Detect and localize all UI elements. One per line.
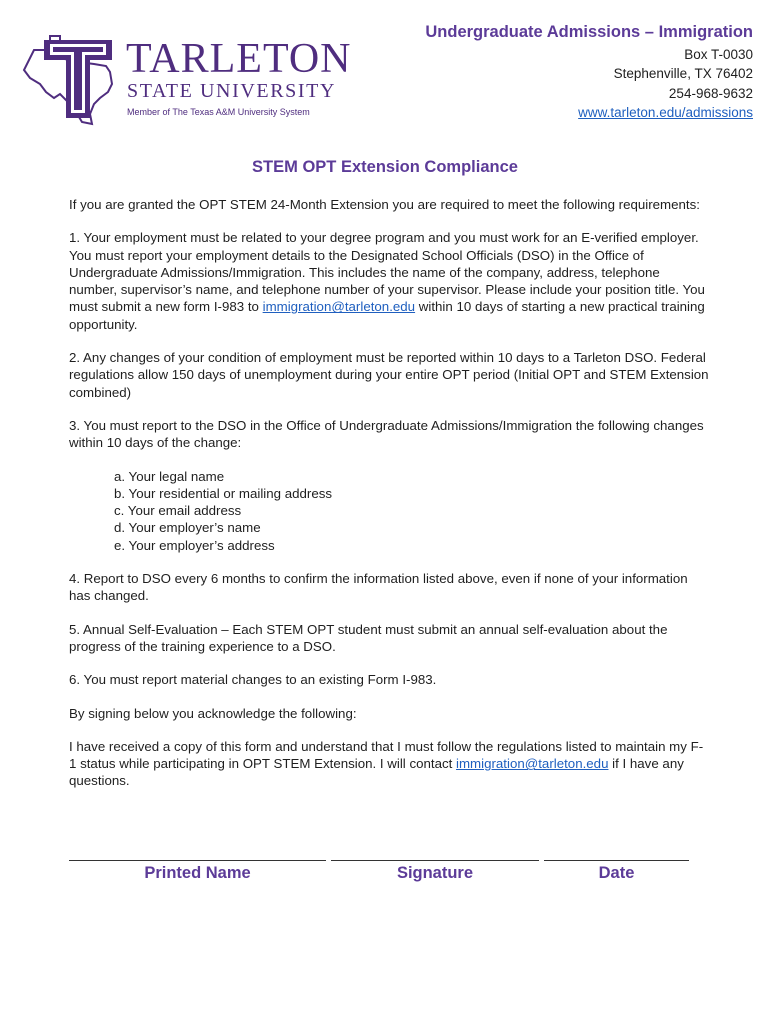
statement-text: I have received a copy of this form and understand that I must follow the regulations listed to maintain my F-1 status while participating in OPT STEM Extension. I will contact (69, 738, 704, 772)
phone-number: 254-968-9632 (668, 85, 753, 101)
list-item: e. Your employer’s address (114, 537, 275, 553)
list-item: d. Your employer’s name (114, 520, 261, 536)
requirement-1-text-end: within 10 days of starting a new practical training opportunity. (69, 299, 705, 332)
university-logo (20, 28, 352, 128)
logo-subtitle: STATE UNIVERSITY (127, 80, 336, 102)
change-list (114, 468, 709, 554)
logo-member-line: Member of The Texas A&M University System (127, 107, 310, 117)
address-box: Box T-0030 (684, 47, 753, 62)
document-title: STEM OPT Extension Compliance (252, 158, 518, 176)
acknowledgement-heading: By signing below you acknowledge the following: (69, 705, 357, 721)
contact-email-link[interactable]: immigration@tarleton.edu (456, 756, 609, 772)
printed-name-label: Printed Name (144, 864, 251, 882)
requirement-2: 2. Any changes of your condition of employment must be reported within 10 days to a Tarleton DSO. Federal regulations allow 150 days of unemployment during your entire OPT period (Initial OPT and STEM Extension combined) (69, 350, 709, 400)
logo-wordmark: TARLETON (126, 36, 352, 82)
printed-name-line[interactable] (69, 860, 326, 861)
address-city: Stephenville, TX 76402 (613, 66, 753, 82)
requirement-1 (69, 229, 709, 333)
requirement-6: 6. You must report material changes to an existing Form I-983. (69, 672, 437, 688)
email-link[interactable]: immigration@tarleton.edu (262, 299, 416, 315)
signature-label: Signature (396, 864, 474, 882)
acknowledgement-statement (69, 738, 709, 790)
requirement-3: 3. You must report to the DSO in the Office of Undergraduate Admissions/Immigration the following changes within 10 days of the change: (69, 417, 704, 451)
texas-t-logo-icon (20, 28, 126, 128)
list-item: c. Your email address (114, 503, 242, 519)
intro-paragraph: If you are granted the OPT STEM 24-Month Extension you are required to meet the following requirements: (69, 197, 700, 212)
list-item: a. Your legal name (114, 468, 225, 484)
list-item: b. Your residential or mailing address (114, 485, 333, 501)
date-line[interactable] (544, 860, 689, 861)
document-body (69, 196, 709, 806)
requirement-5: 5. Annual Self-Evaluation – Each STEM OPT student must submit an annual self-evaluation about the progress of the training experience to a DSO. (69, 621, 668, 654)
requirement-1-text: 1. Your employment must be related to your degree program and you must work for an E-verified employer. You must report your employment details to the Designated School Officials (DSO) in the Office of Undergraduate Admissions/Immigration. This includes the name of the company, address, telephone number, supervisor’s name, and telephone number of your supervisor. Please include your position title. You must submit a new form I-983 to (69, 230, 705, 315)
signature-line[interactable] (331, 860, 539, 861)
date-label: Date (598, 864, 635, 882)
requirement-4: 4. Report to DSO every 6 months to confirm the information listed above, even if none of your information has changed. (69, 571, 688, 604)
department-title: Undergraduate Admissions – Immigration (425, 23, 753, 41)
statement-text-end: if I have any questions. (69, 756, 684, 789)
website-link[interactable]: www.tarleton.edu/admissions (578, 104, 753, 120)
office-contact-block (425, 22, 753, 122)
